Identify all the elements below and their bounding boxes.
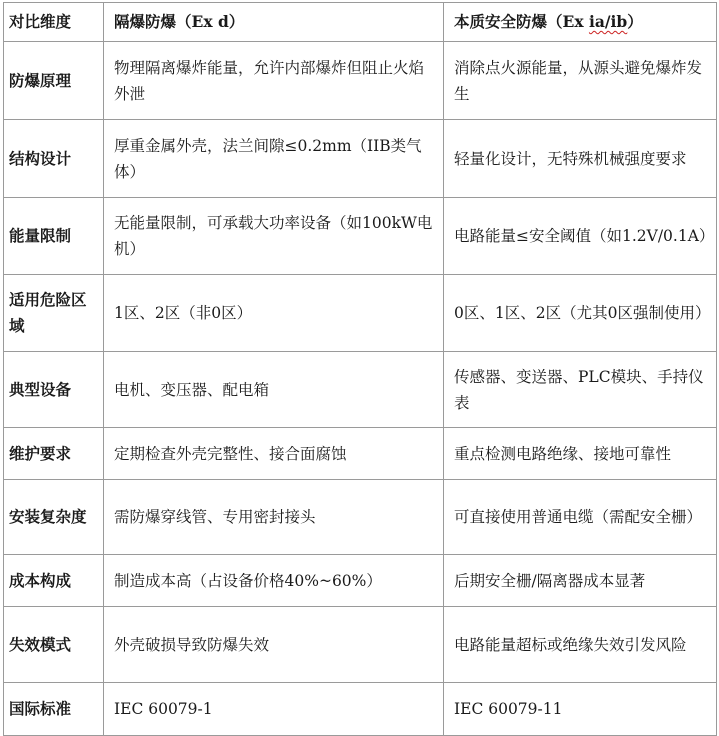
row-dimension: 安装复杂度 [4, 480, 104, 555]
comparison-table [3, 2, 717, 736]
table-row [4, 120, 717, 198]
row-intrinsic: 消除点火源能量，从源头避免爆炸发生 [444, 42, 717, 120]
row-intrinsic: 电路能量超标或绝缘失效引发风险 [444, 607, 717, 683]
table-row [4, 607, 717, 683]
spellcheck-underlined-text: ia/ib [588, 12, 628, 31]
header-intrinsic-suffix: ） [627, 12, 643, 31]
row-flameproof: 需防爆穿线管、专用密封接头 [104, 480, 444, 555]
header-flameproof: 隔爆防爆（Ex d） [104, 3, 444, 42]
row-dimension: 失效模式 [4, 607, 104, 683]
row-flameproof: 物理隔离爆炸能量，允许内部爆炸但阻止火焰外泄 [104, 42, 444, 120]
row-flameproof: IEC 60079-1 [104, 683, 444, 736]
header-dimension: 对比维度 [4, 3, 104, 42]
table-row [4, 352, 717, 428]
row-intrinsic: 传感器、变送器、PLC模块、手持仪表 [444, 352, 717, 428]
row-flameproof: 厚重金属外壳，法兰间隙≤0.2mm（IIB类气体） [104, 120, 444, 198]
table-row [4, 275, 717, 352]
row-intrinsic: 0区、1区、2区（尤其0区强制使用） [444, 275, 717, 352]
header-intrinsic [444, 3, 717, 42]
row-intrinsic: 后期安全栅/隔离器成本显著 [444, 555, 717, 607]
row-dimension: 防爆原理 [4, 42, 104, 120]
row-dimension: 成本构成 [4, 555, 104, 607]
header-intrinsic-prefix: 本质安全防爆（Ex [454, 12, 589, 31]
row-intrinsic: 可直接使用普通电缆（需配安全栅） [444, 480, 717, 555]
table-row [4, 683, 717, 736]
row-flameproof: 1区、2区（非0区） [104, 275, 444, 352]
row-dimension: 典型设备 [4, 352, 104, 428]
row-dimension: 适用危险区域 [4, 275, 104, 352]
row-dimension: 维护要求 [4, 428, 104, 480]
table-row [4, 555, 717, 607]
header-row [4, 3, 717, 42]
row-flameproof: 电机、变压器、配电箱 [104, 352, 444, 428]
table-row [4, 480, 717, 555]
row-intrinsic: 轻量化设计，无特殊机械强度要求 [444, 120, 717, 198]
table-row [4, 428, 717, 480]
row-dimension: 国际标准 [4, 683, 104, 736]
row-dimension: 能量限制 [4, 198, 104, 275]
row-intrinsic: 重点检测电路绝缘、接地可靠性 [444, 428, 717, 480]
row-intrinsic: 电路能量≤安全阈值（如1.2V/0.1A） [444, 198, 717, 275]
row-flameproof: 定期检查外壳完整性、接合面腐蚀 [104, 428, 444, 480]
row-flameproof: 无能量限制，可承载大功率设备（如100kW电机） [104, 198, 444, 275]
row-intrinsic: IEC 60079-11 [444, 683, 717, 736]
row-dimension: 结构设计 [4, 120, 104, 198]
table-row [4, 42, 717, 120]
table-row [4, 198, 717, 275]
row-flameproof: 制造成本高（占设备价格40%~60%） [104, 555, 444, 607]
row-flameproof: 外壳破损导致防爆失效 [104, 607, 444, 683]
